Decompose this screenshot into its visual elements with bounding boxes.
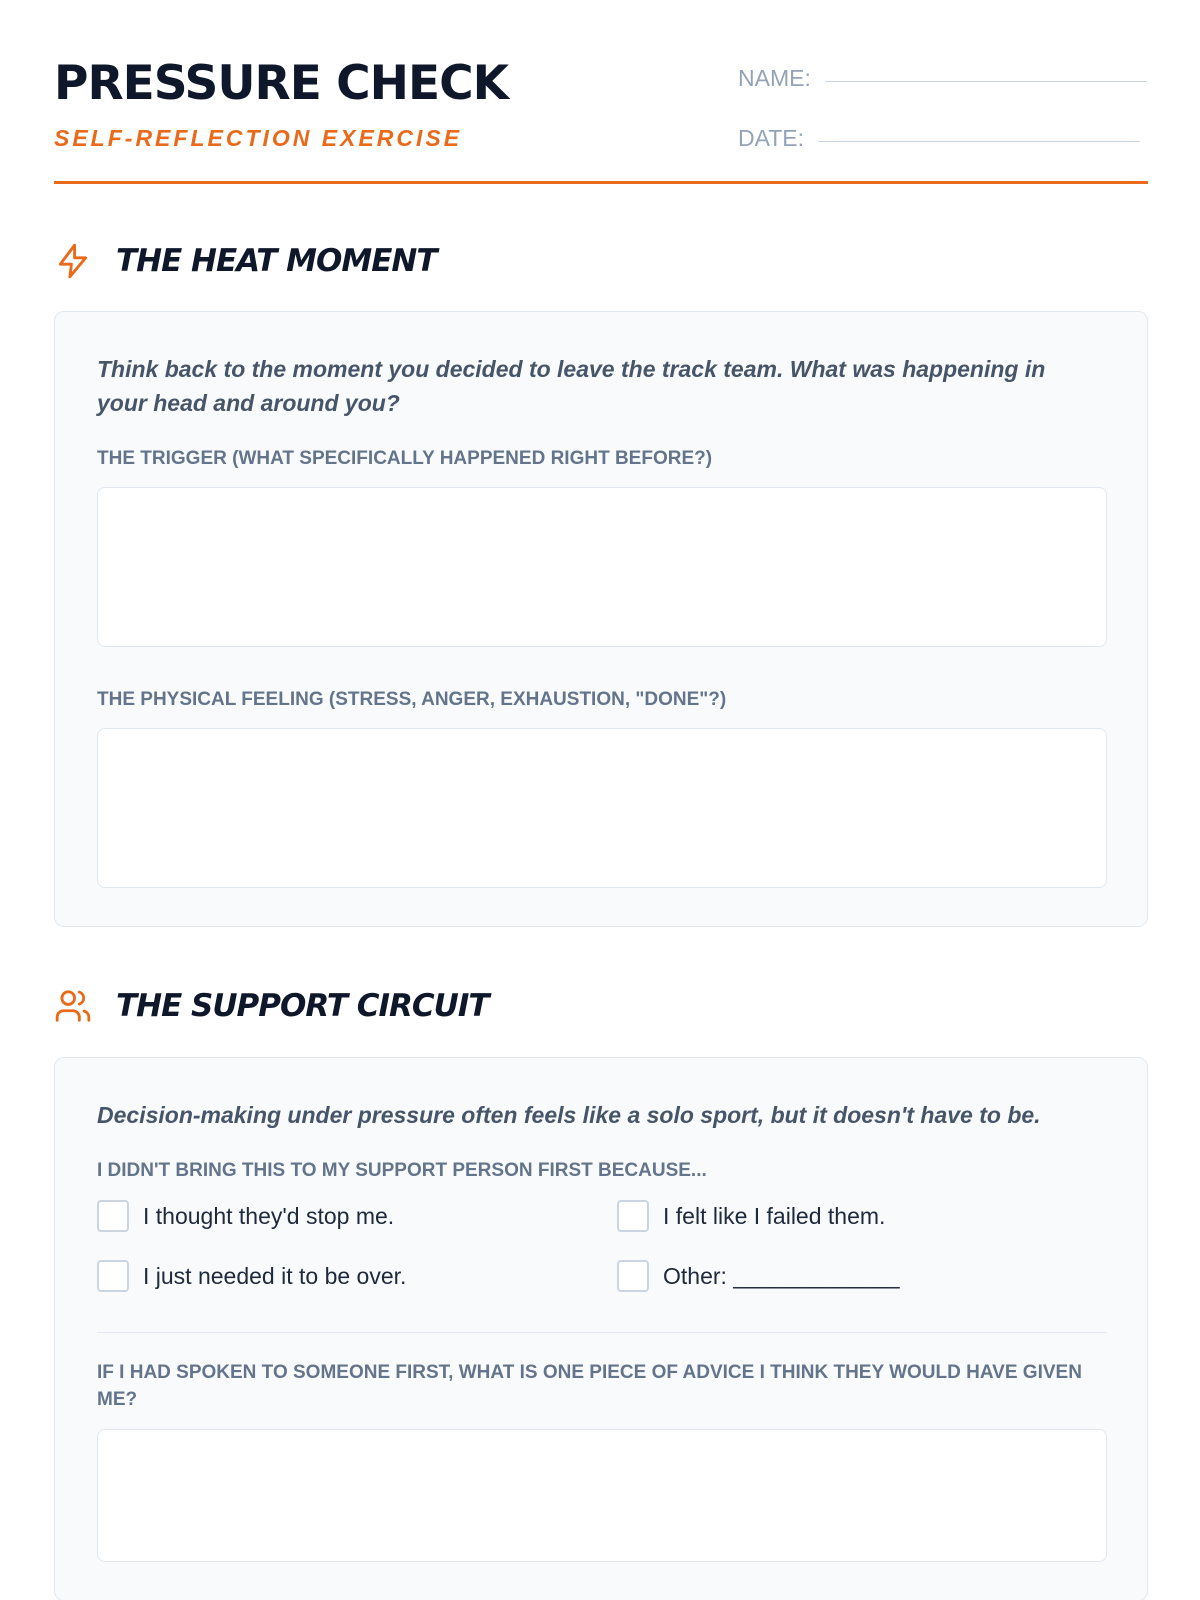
option-failed-them[interactable] [617,1199,885,1233]
checkbox[interactable] [617,1260,649,1292]
advice-textarea[interactable] [97,1429,1107,1562]
section-support-circuit-heading [54,982,489,1030]
checklist-label: I DIDN'T BRING THIS TO MY SUPPORT PERSON FIRST BECAUSE... [97,1160,707,1181]
physical-feeling-label: THE PHYSICAL FEELING (STRESS, ANGER, EXHAUSTION, "DONE"?) [97,689,727,710]
date-label: DATE: [738,125,805,151]
checkbox[interactable] [97,1200,129,1232]
option-label: Other: _____________ [663,1263,900,1289]
option-label: I just needed it to be over. [143,1263,407,1289]
divider [97,1332,1107,1333]
date-row [738,123,1140,153]
name-field[interactable] [825,81,1147,82]
checkbox[interactable] [617,1200,649,1232]
trigger-textarea[interactable] [97,487,1107,647]
option-label: I felt like I failed them. [663,1203,886,1229]
lightning-bolt-icon [54,242,92,280]
section-support-circuit-card [54,1057,1148,1600]
page-subtitle: SELF-REFLECTION EXERCISE [54,125,463,151]
option-label: I thought they'd stop me. [143,1203,395,1229]
name-label: NAME: [738,65,811,91]
option-stop-me[interactable] [97,1199,394,1233]
checkbox[interactable] [97,1260,129,1292]
advice-label: IF I HAD SPOKEN TO SOMEONE FIRST, WHAT IS ONE PIECE OF ADVICE I THINK THEY WOULD HAVE GIVEN ME? [97,1362,1082,1410]
section-heat-moment-card [54,311,1148,927]
section-intro: Think back to the moment you decided to leave the track team. What was happening in your head and around you? [97,356,1046,416]
section-intro: Decision-making under pressure often feels like a solo sport, but it doesn't have to be. [97,1102,1041,1128]
option-other[interactable] [617,1259,900,1293]
date-field[interactable] [818,141,1140,142]
page-title: PRESSURE CHECK [54,56,509,111]
trigger-label: THE TRIGGER (WHAT SPECIFICALLY HAPPENED RIGHT BEFORE?) [97,448,713,469]
worksheet-header [54,56,1148,184]
section-title: THE SUPPORT CIRCUIT [116,988,489,1024]
section-heat-moment-heading [54,237,436,285]
physical-feeling-textarea[interactable] [97,728,1107,888]
users-icon [54,987,92,1025]
name-row [738,63,1147,93]
option-needed-over[interactable] [97,1259,406,1293]
section-title: THE HEAT MOMENT [116,243,437,279]
